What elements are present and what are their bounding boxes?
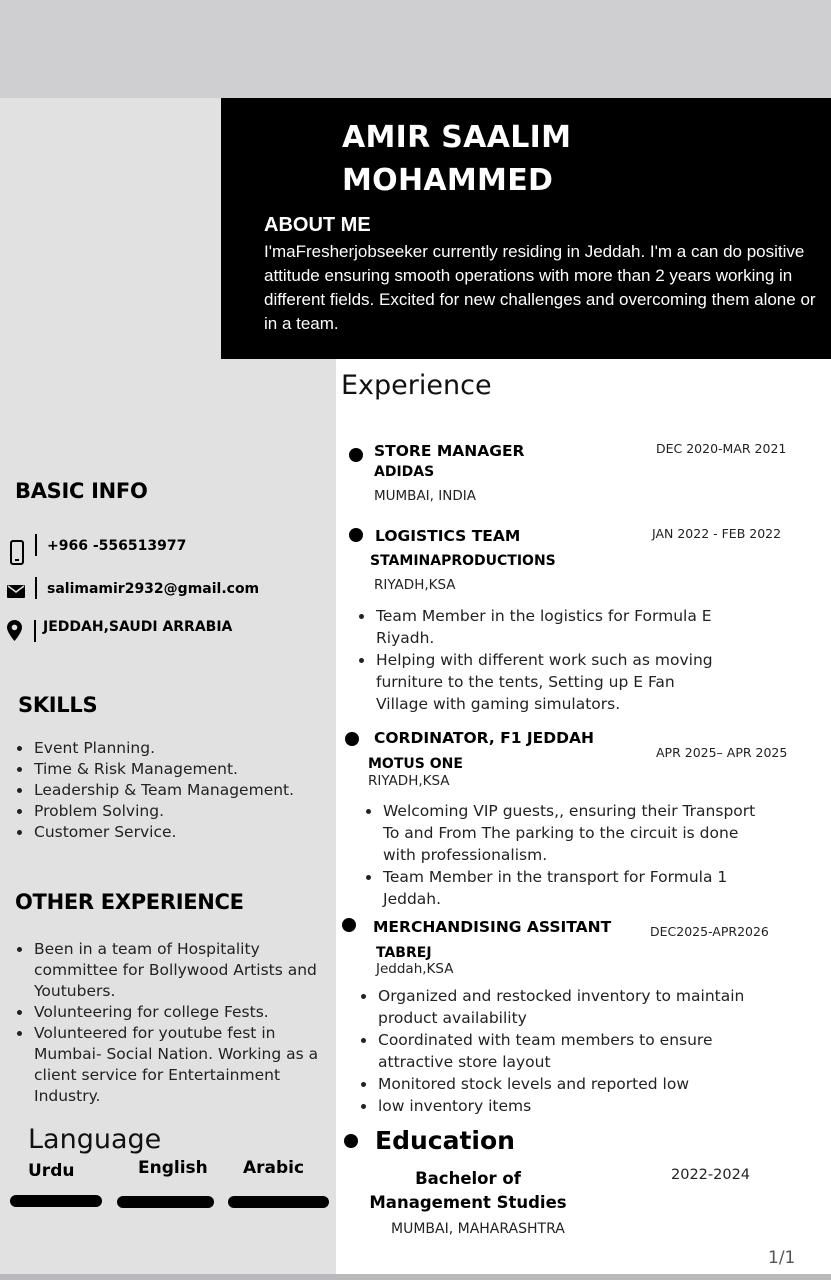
language-english: English: [138, 1158, 208, 1178]
skill-item: Problem Solving.: [14, 801, 324, 822]
email-address[interactable]: salimamir2932@gmail.com: [47, 581, 260, 597]
experience-heading: Experience: [341, 370, 492, 401]
job-bullet-item: Helping with different work such as moving furniture to the tents, Setting up E Fan Village with gaming simulators.: [356, 649, 726, 715]
job-bullet-dot: [345, 732, 359, 746]
degree-line-1: Bachelor of: [415, 1169, 521, 1188]
job-bullet-item: low inventory items: [358, 1095, 778, 1117]
job-dates: DEC 2020-MAR 2021: [656, 441, 787, 456]
skill-item: Customer Service.: [14, 822, 324, 843]
mail-icon: [7, 585, 25, 598]
page-number: 1/1: [768, 1248, 796, 1268]
phone-divider: [35, 534, 37, 556]
education-dates: 2022-2024: [671, 1167, 751, 1183]
location-pin-icon: [7, 620, 22, 641]
location-divider: [34, 620, 36, 642]
job-bullets: [358, 985, 778, 1117]
job-dates: DEC2025-APR2026: [650, 924, 769, 939]
language-bar-urdu: [10, 1195, 102, 1207]
language-arabic: Arabic: [243, 1158, 305, 1178]
education-location: MUMBAI, MAHARASHTRA: [391, 1221, 565, 1237]
skill-item: Event Planning.: [14, 738, 324, 759]
language-bar-english: [117, 1196, 214, 1208]
job-bullets: [363, 800, 763, 910]
other-experience-item: Volunteered for youtube fest in Mumbai- Social Nation. Working as a client service for Entertainment Industry.: [14, 1023, 319, 1107]
job-bullet-item: Team Member in the logistics for Formula E Riyadh.: [356, 605, 726, 649]
job-bullet-item: Coordinated with team members to ensure attractive store layout: [358, 1029, 778, 1073]
location-text: JEDDAH,SAUDI ARRABIA: [43, 619, 233, 635]
other-experience-heading: OTHER EXPERIENCE: [15, 890, 244, 914]
about-heading: ABOUT ME: [264, 214, 371, 236]
name-line-1: AMIR SAALIM: [342, 120, 572, 155]
job-company: STAMINAPRODUCTIONS: [370, 553, 556, 569]
email-divider: [35, 577, 37, 599]
other-experience-list: [14, 939, 319, 1107]
job-dates: APR 2025– APR 2025: [656, 745, 788, 760]
basic-info-heading: BASIC INFO: [15, 479, 148, 503]
education-bullet-dot: [344, 1134, 358, 1148]
job-bullet-item: Monitored stock levels and reported low: [358, 1073, 778, 1095]
about-text: I'maFresherjobseeker currently residing in Jeddah. I'm a can do positive attitude ensuring smooth operations with more than 2 years working in different fields. Excited for new challenges and overcoming them alone or in a team.: [264, 242, 816, 333]
job-company: MOTUS ONE: [368, 756, 463, 772]
job-bullets: [356, 605, 726, 715]
job-title: CORDINATOR, F1 JEDDAH: [374, 729, 594, 747]
job-location: RIYADH,KSA: [368, 773, 450, 789]
job-company: TABREJ: [376, 945, 432, 961]
job-bullet-item: Organized and restocked inventory to maintain product availability: [358, 985, 778, 1029]
language-urdu: Urdu: [28, 1161, 75, 1181]
skills-list: [14, 738, 324, 843]
job-title: LOGISTICS TEAM: [375, 527, 521, 545]
bottom-margin: [0, 1274, 831, 1280]
skills-heading: SKILLS: [18, 693, 98, 717]
job-company: ADIDAS: [374, 464, 435, 480]
job-location: MUMBAI, INDIA: [374, 488, 476, 504]
job-title: STORE MANAGER: [374, 442, 525, 460]
other-experience-item: Been in a team of Hospitality committee for Bollywood Artists and Youtubers.: [14, 939, 319, 1002]
job-location: Jeddah,KSA: [376, 961, 454, 977]
job-bullet-dot: [349, 448, 363, 462]
language-bar-arabic: [228, 1196, 329, 1208]
degree-name: [360, 1167, 576, 1215]
job-bullet-item: Team Member in the transport for Formula 1 Jeddah.: [363, 866, 763, 910]
job-bullet-item: Welcoming VIP guests,, ensuring their Transport To and From The parking to the circuit is done with professionalism.: [363, 800, 763, 866]
language-heading: Language: [28, 1124, 162, 1155]
job-location: RIYADH,KSA: [374, 577, 456, 593]
education-heading: Education: [375, 1126, 515, 1155]
phone-number[interactable]: +966 -556513977: [47, 538, 187, 554]
name-line-2: MOHAMMED: [342, 163, 554, 198]
top-margin: [0, 0, 831, 98]
job-bullet-dot: [342, 918, 356, 932]
job-dates: JAN 2022 - FEB 2022: [652, 526, 782, 541]
other-experience-item: Volunteering for college Fests.: [14, 1002, 319, 1023]
phone-icon: [9, 540, 25, 565]
skill-item: Leadership & Team Management.: [14, 780, 324, 801]
degree-line-2: Management Studies: [369, 1193, 567, 1212]
job-bullet-dot: [349, 528, 363, 542]
job-title: MERCHANDISING ASSITANT: [373, 918, 612, 936]
skill-item: Time & Risk Management.: [14, 759, 324, 780]
